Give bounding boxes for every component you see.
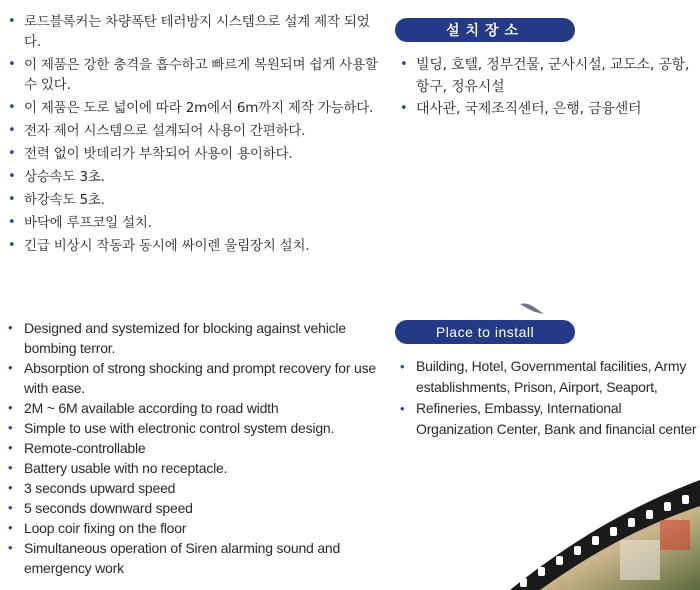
list-item: • 로드블록커는 차량폭탄 테러방지 시스템으로 설계 제작 되었다. — [8, 14, 370, 50]
list-item: • 5 seconds downward speed — [8, 500, 193, 516]
bullet-dot-icon: • — [8, 14, 16, 29]
list-item: • Refineries, Embassy, International Organization Center, Bank and financial center — [400, 400, 697, 437]
list-item: • 빌딩, 호텔, 정부건물, 군사시설, 교도소, 공항, 항구, 정유시설 — [398, 54, 698, 98]
bullet-dot-icon: • — [8, 520, 13, 535]
list-item: • Simultaneous operation of Siren alarming sound and emergency work — [8, 540, 341, 576]
list-item: • 3 seconds upward speed — [8, 480, 176, 496]
list-item: • 이 제품은 강한 충격을 흡수하고 빠르게 복원되며 쉽게 사용할 수 있다. — [8, 57, 378, 93]
list-item: • 대사관, 국제조직센터, 은행, 금융센터 — [398, 98, 698, 120]
bullet-dot-icon: • — [8, 420, 13, 435]
bullet-dot-icon: • — [8, 440, 13, 455]
list-item: • 이 제품은 도로 넓이에 따라 2m에서 6m까지 제작 가능하다. — [8, 100, 374, 116]
bullet-dot-icon: • — [8, 146, 16, 161]
bullet-dot-icon: • — [8, 238, 16, 253]
bullet-dot-icon: • — [400, 401, 405, 416]
film-strip-icon — [500, 440, 700, 590]
list-item: • 전력 없이 밧데리가 부착되어 사용이 용이하다. — [8, 146, 293, 162]
list-item: • Absorption of strong shocking and prompt recovery for use with ease. — [8, 360, 377, 396]
list-item: • 긴급 비상시 작동과 동시에 싸이렌 울림장치 설치. — [8, 238, 310, 254]
list-item: • 상승속도 3초. — [8, 169, 105, 185]
list-item: • 바닥에 루프코일 설치. — [8, 215, 152, 231]
bullet-dot-icon: • — [8, 360, 13, 375]
bullet-dot-icon: • — [400, 57, 408, 72]
english-places-list — [398, 356, 698, 440]
korean-places-heading: 설치장소 — [395, 18, 575, 42]
bullet-dot-icon: • — [8, 320, 13, 335]
list-item: • 하강속도 5초. — [8, 192, 105, 208]
bullet-dot-icon: • — [8, 169, 16, 184]
bullet-dot-icon: • — [8, 540, 13, 555]
english-places-heading: Place to install — [395, 320, 575, 344]
bullet-dot-icon: • — [400, 101, 408, 116]
list-item: • Building, Hotel, Governmental facilities, Army establishments, Prison, Airport, Seaport, — [400, 358, 687, 395]
list-item: • 전자 제어 시스템으로 설계되어 사용이 간편하다. — [8, 123, 306, 139]
list-item: • Designed and systemized for blocking against vehicle bombing terror. — [8, 320, 346, 356]
bullet-dot-icon: • — [8, 480, 13, 495]
english-feature-list — [6, 318, 386, 578]
korean-places-list — [398, 54, 698, 120]
bullet-dot-icon: • — [8, 123, 16, 138]
bullet-dot-icon: • — [8, 100, 16, 115]
list-item: • Remote-controllable — [8, 440, 146, 456]
bird-icon — [519, 300, 545, 316]
list-item: • 2M ~ 6M available according to road width — [8, 400, 279, 416]
bullet-dot-icon: • — [8, 500, 13, 515]
bullet-dot-icon: • — [8, 400, 13, 415]
bullet-dot-icon: • — [8, 215, 16, 230]
bullet-dot-icon: • — [8, 192, 16, 207]
korean-feature-list — [6, 12, 386, 259]
bullet-dot-icon: • — [400, 359, 405, 374]
bullet-dot-icon: • — [8, 460, 13, 475]
list-item: • Battery usable with no receptacle. — [8, 460, 228, 476]
list-item: • Loop coir fixing on the floor — [8, 520, 187, 536]
bullet-dot-icon: • — [8, 57, 16, 72]
list-item: • Simple to use with electronic control system design. — [8, 420, 335, 436]
